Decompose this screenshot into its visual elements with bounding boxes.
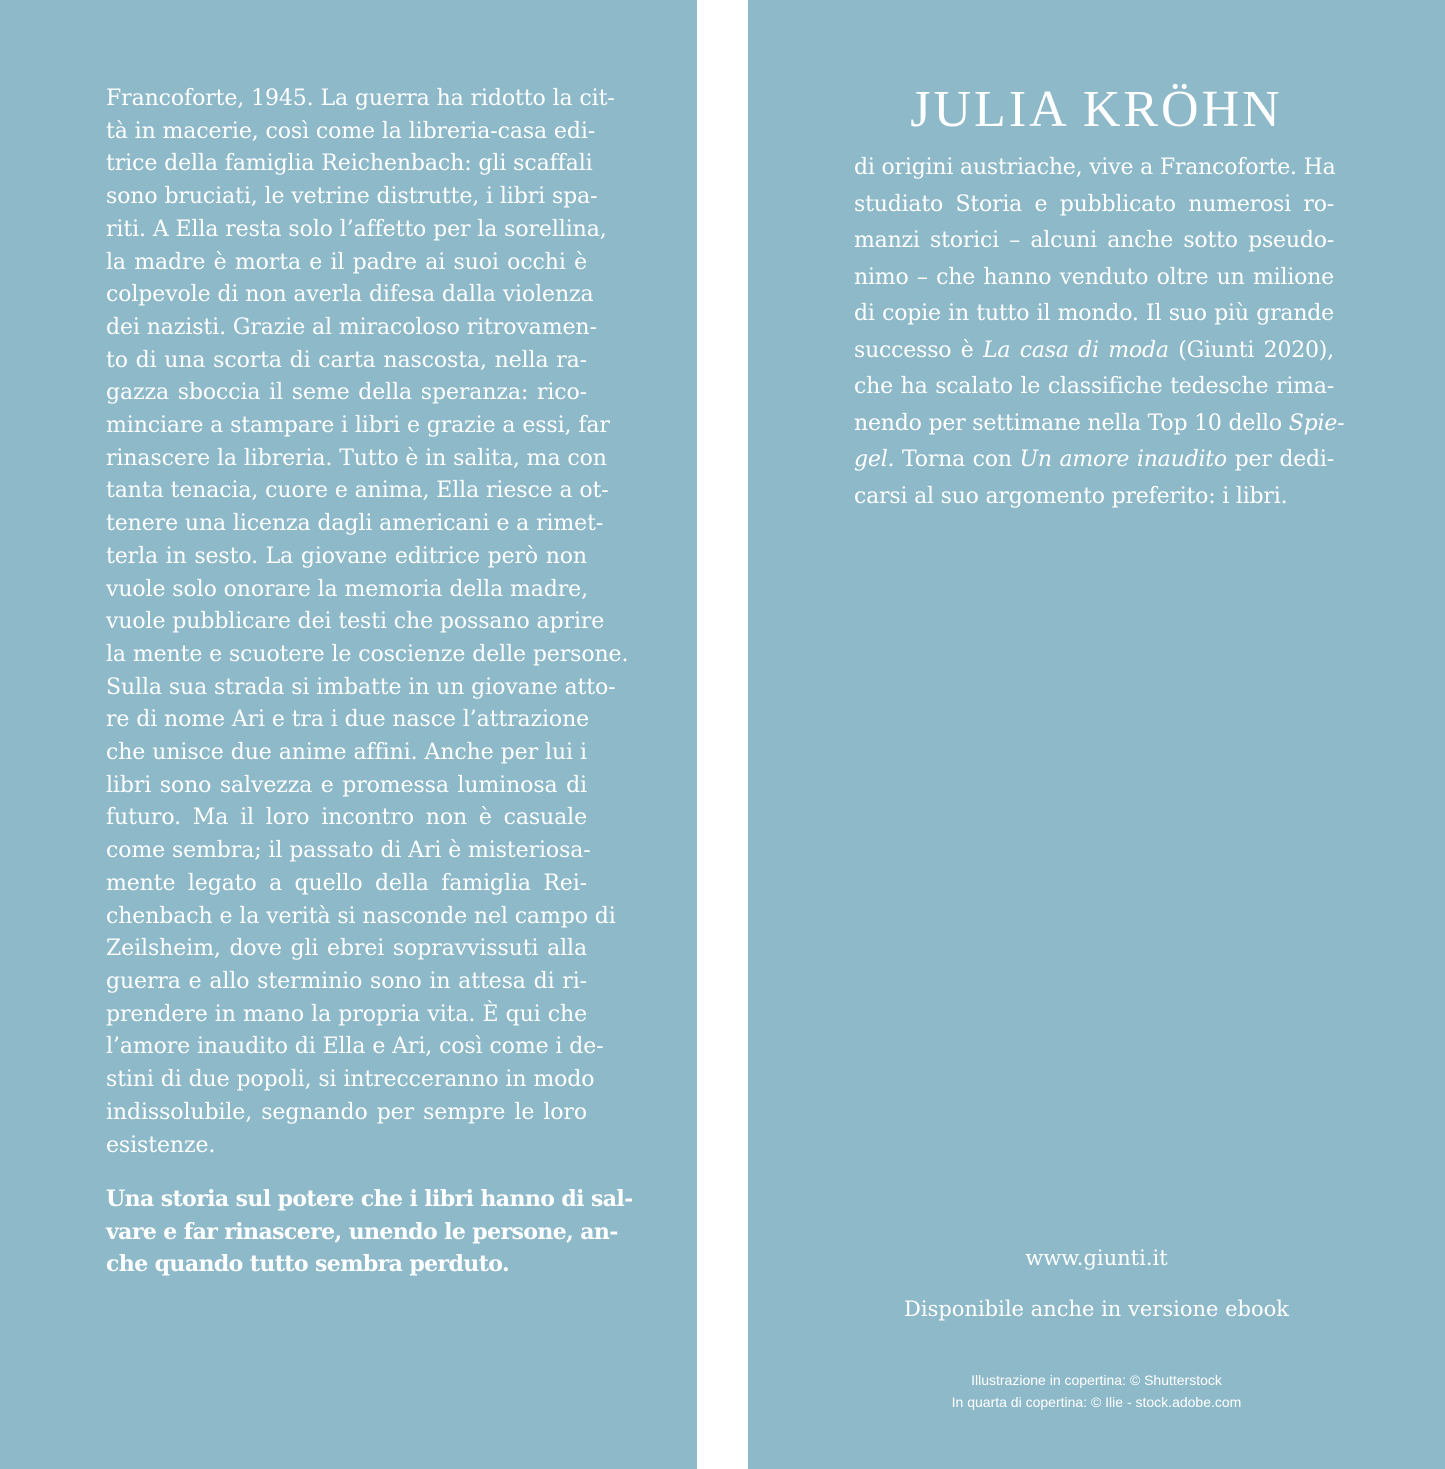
synopsis-line: Sulla sua strada si imbatte in un giovane atto- bbox=[106, 674, 616, 700]
bio-line bbox=[854, 406, 1345, 443]
bio-text: che ha scalato le classifiche tedesche rima- bbox=[854, 374, 1334, 399]
bio-text: nimo – che hanno venduto oltre un milione bbox=[854, 264, 1334, 290]
synopsis-line: colpevole di non averla difesa dalla violenza bbox=[106, 282, 594, 308]
synopsis-line: la mente e scuotere le coscienze delle persone. bbox=[106, 641, 629, 667]
synopsis-line: libri sono salvezza e promessa luminosa di bbox=[106, 772, 587, 798]
left-flap bbox=[0, 0, 697, 1469]
synopsis-line: come sembra; il passato di Ari è misteriosa- bbox=[106, 838, 591, 864]
synopsis-line: esistenze. bbox=[106, 1132, 216, 1158]
synopsis-line: riti. A Ella resta solo l’affetto per la sorellina, bbox=[106, 216, 607, 242]
bio-text: carsi al suo argomento preferito: i libri. bbox=[854, 483, 1288, 509]
tagline-text bbox=[106, 1183, 633, 1281]
ebook-availability-note: Disponibile anche in versione ebook bbox=[904, 1297, 1289, 1321]
bio-text: nendo per settimane nella Top 10 dello bbox=[854, 410, 1289, 436]
synopsis-line: to di una scorta di carta nascosta, nella ra- bbox=[106, 347, 587, 373]
synopsis-line: che unisce due anime affini. Anche per lui i bbox=[106, 740, 587, 766]
book-title-la-casa-di-moda: La casa di moda bbox=[982, 337, 1169, 363]
synopsis-line: mente legato a quello della famiglia Rei- bbox=[106, 870, 587, 896]
synopsis-line: la madre è morta e il padre ai suoi occhi è bbox=[106, 249, 587, 275]
synopsis-line: indissolubile, segnando per sempre le loro bbox=[106, 1099, 587, 1125]
bio-line bbox=[854, 223, 1334, 260]
bio-text: (Giunti 2020), bbox=[1168, 337, 1334, 363]
publisher-website: www.giunti.it bbox=[1025, 1246, 1168, 1270]
bio-text: di copie in tutto il mondo. Il suo più grande bbox=[854, 301, 1334, 326]
bio-text: per dedi- bbox=[1226, 447, 1334, 472]
tagline-line: che quando tutto sembra perduto. bbox=[106, 1251, 510, 1278]
synopsis-text bbox=[106, 83, 629, 1162]
author-bio bbox=[854, 150, 1345, 515]
synopsis-line: trice della famiglia Reichenbach: gli scaffali bbox=[106, 151, 593, 177]
cover-illustration-credit: Illustrazione in copertina: © Shutterstock bbox=[971, 1372, 1222, 1388]
bio-line bbox=[854, 260, 1334, 297]
bio-text: successo è bbox=[854, 337, 983, 363]
synopsis-line: guerra e allo sterminio sono in attesa di ri- bbox=[106, 968, 587, 994]
synopsis-line: dei nazisti. Grazie al miracoloso ritrovamen- bbox=[106, 314, 597, 340]
bio-line bbox=[854, 442, 1334, 479]
bio-line bbox=[854, 333, 1334, 370]
synopsis-line: futuro. Ma il loro incontro non è casuale bbox=[106, 805, 587, 831]
right-flap bbox=[748, 0, 1445, 1469]
synopsis-line: gazza sboccia il seme della speranza: rico- bbox=[106, 380, 587, 406]
magazine-name-spiegel: gel. bbox=[854, 447, 895, 472]
synopsis-line: l’amore inaudito di Ella e Ari, così come i de- bbox=[106, 1034, 604, 1060]
synopsis-line: Zeilsheim, dove gli ebrei sopravvissuti alla bbox=[106, 936, 587, 962]
bio-text: manzi storici – alcuni anche sotto pseudo- bbox=[854, 228, 1334, 253]
synopsis-line: vuole pubblicare dei testi che possano aprire bbox=[106, 609, 605, 635]
synopsis-line: vuole solo onorare la memoria della madre, bbox=[106, 576, 588, 602]
tagline-line: Una storia sul potere che i libri hanno di sal- bbox=[106, 1186, 633, 1212]
bio-line bbox=[854, 187, 1334, 224]
synopsis-line: tanta tenacia, cuore e anima, Ella riesce a ot- bbox=[106, 478, 609, 504]
synopsis-line: minciare a stampare i libri e grazie a essi, far bbox=[106, 413, 610, 439]
synopsis-line: tà in macerie, così come la libreria-casa edi- bbox=[106, 118, 596, 144]
bio-line bbox=[854, 369, 1334, 406]
bio-text: studiato Storia e pubblicato numerosi ro- bbox=[854, 191, 1334, 217]
synopsis-line: sono bruciati, le vetrine distrutte, i libri spa- bbox=[106, 184, 598, 210]
magazine-name-spiegel: Spie- bbox=[1288, 410, 1345, 436]
tagline-line: vare e far rinascere, unendo le persone, an- bbox=[106, 1218, 618, 1245]
book-title-un-amore-inaudito: Un amore inaudito bbox=[1019, 447, 1227, 472]
author-name: JULIA KRÖHN bbox=[910, 81, 1283, 138]
bio-line bbox=[854, 296, 1334, 333]
synopsis-line: Francoforte, 1945. La guerra ha ridotto la cit- bbox=[106, 86, 615, 111]
bio-line bbox=[854, 479, 1334, 516]
synopsis-line: stini di due popoli, si intrecceranno in modo bbox=[106, 1067, 595, 1093]
back-cover-credit: In quarta di copertina: © Ilie - stock.adobe.com bbox=[951, 1394, 1242, 1410]
synopsis-line: tenere una licenza dagli americani e a rimet- bbox=[106, 511, 604, 537]
synopsis-line: chenbach e la verità si nasconde nel campo di bbox=[106, 903, 616, 929]
bio-text: di origini austriache, vive a Francoforte. Ha bbox=[854, 155, 1336, 180]
synopsis-line: re di nome Ari e tra i due nasce l’attrazione bbox=[106, 707, 590, 733]
bio-line bbox=[854, 150, 1334, 187]
synopsis-line: rinascere la libreria. Tutto è in salita, ma con bbox=[106, 445, 607, 471]
synopsis-line: prendere in mano la propria vita. È qui che bbox=[106, 1001, 587, 1027]
bio-text: Torna con bbox=[894, 447, 1020, 472]
synopsis-line: terla in sesto. La giovane editrice però non bbox=[106, 543, 587, 569]
